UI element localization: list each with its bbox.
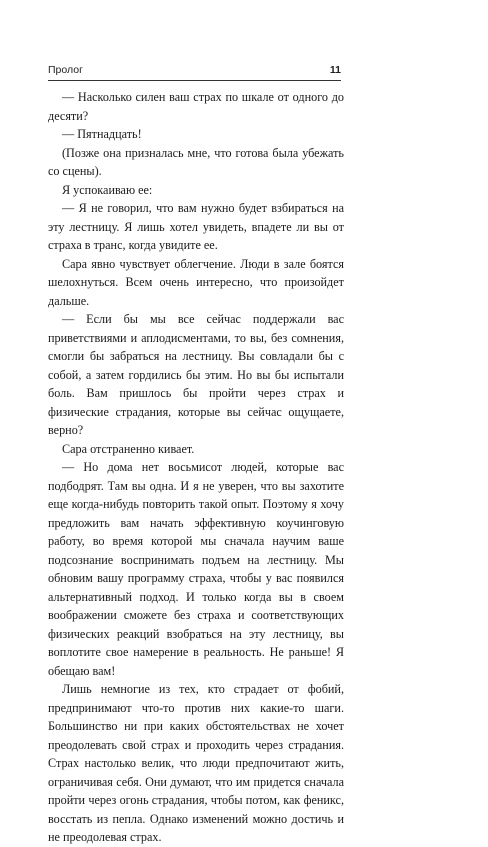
running-head	[48, 62, 341, 81]
paragraph: — Пятнадцать!	[62, 127, 142, 141]
paragraph: — Но дома нет восьмисот людей, которые вас подбодрят. Там вы одна. И я не уверен, что вы захотите еще когда-нибудь повторить такой опыт. Поэтому я хочу предложить вам начать эффективную коучинговую работу, во время которой мы сначала научим ваше подсознание воспринимать подъем на лестницу. Мы обновим вашу программу страха, чтобы у вас появился альтернативный подход. И только когда вы в своем воображении сможете без страха и соответствующих физических реакций взобраться на эту лестницу, вы воплотите свое намерение в реальность. Не раньше! Я обещаю вам!	[48, 460, 344, 678]
paragraph: — Насколько силен ваш страх по шкале от одного до десяти?	[48, 90, 344, 123]
paragraph: Я успокаиваю ее:	[62, 182, 153, 197]
paragraph: — Я не говорил, что вам нужно будет взбираться на эту лестницу. Я лишь хотел увидеть, впадете ли вы от страха в транс, когда увидите ее.	[48, 201, 344, 252]
paragraph: Сара отстраненно кивает.	[62, 441, 195, 456]
paragraph: (Позже она призналась мне, что готова была убежать со сцены).	[48, 145, 344, 178]
paragraph: Сара явно чувствует облегчение. Люди в зале боятся шелохнуться. Всем очень интересно, что произойдет дальше.	[48, 256, 344, 308]
body-text	[48, 88, 344, 847]
paragraph: Лишь немногие из тех, кто страдает от фобий, предпринимают что-то против них какие-то шаги. Большинство ни при каких обстоятельствах не хочет преодолевать свой страх и проходить через страдания. Страх настолько велик, что люди предпочитают жить, ограничивая себя. Они думают, что им придется сначала пройти через огонь страдания, чтобы потом, как феникс, восстать из пепла. Однако изменений можно достичь и не преодолевая страх.	[48, 682, 344, 844]
page-number: 11	[329, 64, 341, 76]
paragraph: — Если бы мы все сейчас поддержали вас приветствиями и аплодисментами, то вы, без сомнения, смогли бы забраться на лестницу. Вы совладали бы с собой, а затем гордились бы этим. Но вы бы испытали боль. Вам пришлось бы пройти через страх и физические страдания, которые вы сейчас ощущаете, верно?	[48, 312, 344, 437]
chapter-title: Пролог	[48, 64, 83, 76]
